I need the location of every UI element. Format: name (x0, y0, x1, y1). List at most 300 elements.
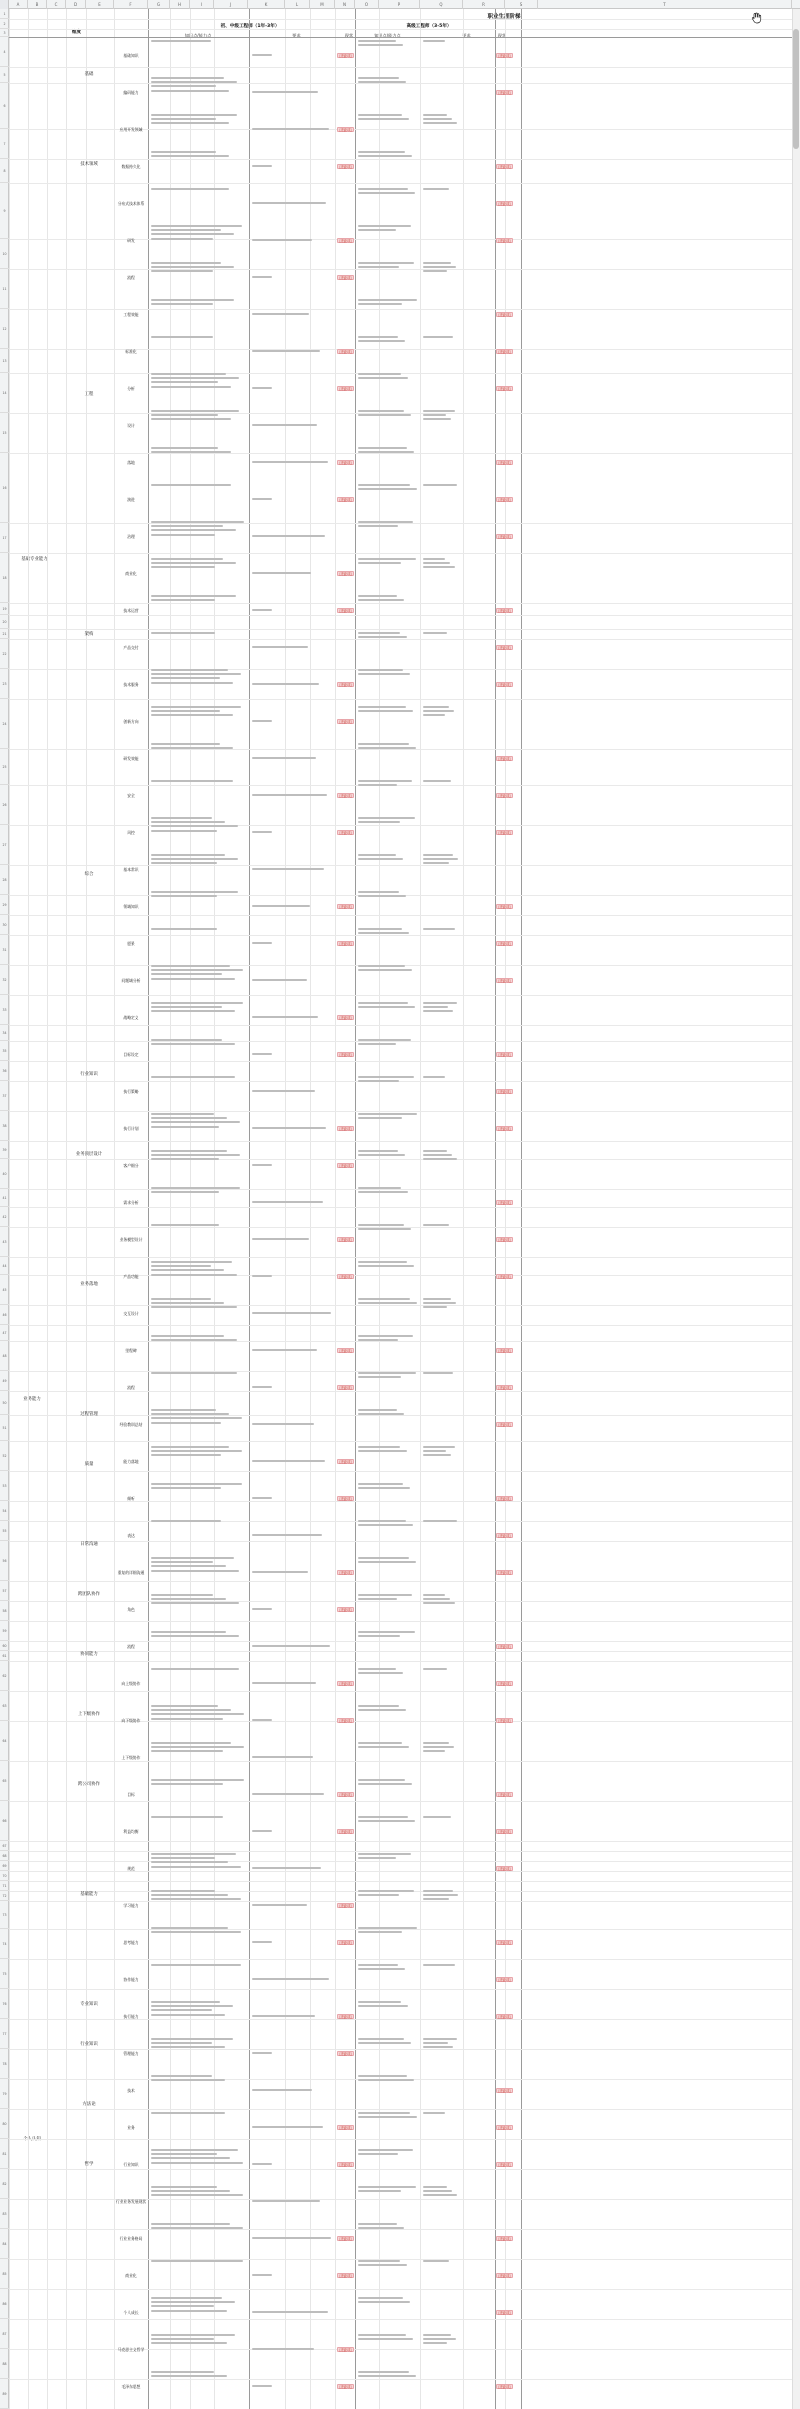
row-header[interactable]: 65 (0, 1761, 9, 1801)
row-header[interactable]: 76 (0, 1989, 9, 2019)
junior-knowledge-text (151, 1668, 245, 1701)
gap-tag[interactable]: [差距项] (337, 1126, 354, 1131)
gap-tag[interactable]: [差距项] (496, 2125, 513, 2130)
row-header[interactable]: 22 (0, 639, 9, 669)
row-header[interactable]: 28 (0, 865, 9, 895)
gap-tag[interactable]: [差距项] (337, 238, 354, 243)
gap-tag[interactable]: [差距项] (496, 2236, 513, 2241)
row-header[interactable]: 44 (0, 1257, 9, 1275)
senior-requirement-text (423, 1668, 461, 1701)
senior-knowledge-text (358, 1261, 418, 1294)
gap-tag[interactable]: [差距项] (496, 1644, 513, 1649)
row-header[interactable]: 13 (0, 349, 9, 373)
row-header[interactable]: 62 (0, 1661, 9, 1691)
junior-requirement-text (252, 2052, 332, 2060)
junior-knowledge-text (151, 965, 245, 998)
row-header[interactable]: 18 (0, 553, 9, 603)
gap-tag[interactable]: [差距项] (337, 1792, 354, 1797)
senior-knowledge-text (358, 1076, 418, 1109)
row-header[interactable]: 61 (0, 1651, 9, 1661)
gap-tag[interactable]: [差距项] (337, 1459, 354, 1464)
gap-tag[interactable]: [差距项] (496, 1274, 513, 1279)
gap-tag[interactable]: [差距项] (496, 2088, 513, 2093)
item-label: 技术服务 (123, 681, 139, 687)
gap-tag[interactable]: [差距项] (496, 53, 513, 58)
row-header[interactable]: 38 (0, 1111, 9, 1141)
gap-tag[interactable]: [差距项] (337, 608, 354, 613)
gap-tag[interactable]: [差距项] (337, 460, 354, 465)
row-header[interactable]: 6 (0, 83, 9, 129)
item-label: 基本常识 (123, 866, 139, 872)
item-label: 需求分析 (123, 1199, 139, 1205)
item-label: 战略定义 (123, 1014, 139, 1020)
gap-tag[interactable]: [差距项] (496, 1718, 513, 1723)
column-header[interactable]: I (190, 0, 214, 9)
row-header[interactable]: 54 (0, 1501, 9, 1521)
grid-row-line (9, 1111, 792, 1112)
senior-knowledge-text (358, 1520, 418, 1553)
gap-tag[interactable]: [差距项] (496, 201, 513, 206)
item-label: 协作能力 (123, 1976, 139, 1982)
junior-knowledge-text (151, 447, 245, 480)
gap-tag[interactable]: [差距项] (337, 1385, 354, 1390)
item-label: 研发 (127, 237, 135, 243)
row-header[interactable]: 66 (0, 1801, 9, 1841)
row-header[interactable]: 55 (0, 1521, 9, 1541)
junior-knowledge-text (151, 1076, 245, 1109)
spreadsheet-grid[interactable] (9, 9, 792, 2409)
item-label: 商业化 (125, 2272, 137, 2278)
senior-knowledge-text (358, 1002, 418, 1035)
row-header[interactable]: 23 (0, 669, 9, 699)
row-header[interactable]: 19 (0, 603, 9, 615)
row-header[interactable]: 57 (0, 1581, 9, 1601)
senior-knowledge-text (358, 1039, 418, 1072)
row-header[interactable]: 12 (0, 309, 9, 349)
row-header[interactable]: 14 (0, 373, 9, 413)
gap-tag[interactable]: [差距项] (496, 164, 513, 169)
gap-tag[interactable]: [差距项] (496, 1533, 513, 1538)
gap-tag[interactable]: [差距项] (496, 904, 513, 909)
gap-tag[interactable]: [差距项] (496, 90, 513, 95)
gap-tag[interactable]: [差距项] (337, 497, 354, 502)
gap-tag[interactable]: [差距项] (496, 1237, 513, 1242)
item-label: 商业化 (125, 570, 137, 576)
item-label: 标准化 (125, 348, 137, 354)
senior-knowledge-text (358, 1335, 418, 1368)
row-header[interactable]: 21 (0, 629, 9, 639)
column-header[interactable]: T (538, 0, 792, 9)
row-header[interactable]: 73 (0, 1901, 9, 1929)
row-header[interactable]: 71 (0, 1881, 9, 1891)
gap-tag[interactable]: [差距项] (496, 2310, 513, 2315)
row-header[interactable]: 59 (0, 1621, 9, 1641)
gap-tag[interactable]: [差距项] (337, 1718, 354, 1723)
row-header[interactable]: 11 (0, 269, 9, 309)
row-header[interactable]: 64 (0, 1721, 9, 1761)
row-header[interactable]: 49 (0, 1371, 9, 1391)
column-header[interactable]: O (355, 0, 379, 9)
item-label: 数据持久化 (121, 163, 141, 169)
gap-tag[interactable]: [差距项] (337, 904, 354, 909)
column-header[interactable]: R (463, 0, 505, 9)
row-header[interactable]: 70 (0, 1871, 9, 1881)
column-header[interactable]: A (9, 0, 28, 9)
row-header[interactable]: 87 (0, 2319, 9, 2349)
gap-tag[interactable]: [差距项] (496, 1940, 513, 1945)
row-header[interactable]: 42 (0, 1207, 9, 1227)
column-header[interactable]: H (170, 0, 190, 9)
row-header[interactable]: 47 (0, 1325, 9, 1341)
junior-requirement-text (252, 1867, 332, 1875)
row-header[interactable]: 10 (0, 239, 9, 269)
column-header[interactable]: K (248, 0, 285, 9)
gap-tag[interactable]: [差距项] (337, 1237, 354, 1242)
senior-knowledge-text (358, 151, 418, 184)
gap-tag[interactable]: [差距项] (496, 460, 513, 465)
row-header[interactable]: 7 (0, 129, 9, 159)
row-header[interactable]: 3 (0, 29, 9, 37)
item-label: 执行能力 (123, 2013, 139, 2019)
junior-knowledge-text (151, 40, 245, 73)
junior-requirement-text (252, 868, 332, 876)
column-header[interactable]: J (214, 0, 248, 9)
row-header[interactable]: 25 (0, 749, 9, 785)
gap-tag[interactable]: [差距项] (337, 2384, 354, 2389)
column-header[interactable]: E (86, 0, 114, 9)
gap-tag[interactable]: [差距项] (496, 1385, 513, 1390)
row-header[interactable]: 34 (0, 1025, 9, 1041)
junior-knowledge-text (151, 1298, 245, 1331)
junior-knowledge-text (151, 1705, 245, 1738)
junior-knowledge-text (151, 2186, 245, 2219)
gap-tag[interactable]: [差距项] (496, 2384, 513, 2389)
gap-tag[interactable]: [差距项] (337, 2125, 354, 2130)
row-header[interactable]: 39 (0, 1141, 9, 1159)
junior-requirement-text (252, 831, 332, 839)
row-header[interactable]: 4 (0, 37, 9, 67)
row-header[interactable]: 63 (0, 1691, 9, 1721)
row-header[interactable]: 33 (0, 995, 9, 1025)
row-header[interactable]: 83 (0, 2199, 9, 2229)
gap-tag[interactable]: [差距项] (337, 2236, 354, 2241)
column-header[interactable]: Q (420, 0, 463, 9)
row-header[interactable]: 68 (0, 1851, 9, 1861)
gap-tag[interactable]: [差距项] (337, 1829, 354, 1834)
select-all-corner[interactable] (0, 0, 9, 9)
row-header[interactable]: 75 (0, 1959, 9, 1989)
gap-tag[interactable]: [差距项] (337, 1570, 354, 1575)
senior-knowledge-text (358, 521, 418, 554)
item-label: 向下级协作 (121, 1717, 141, 1723)
junior-knowledge-header: 知识点/能力点 (184, 33, 212, 38)
item-label: 落地 (127, 459, 135, 465)
gap-tag[interactable]: [差距项] (337, 1274, 354, 1279)
column-header[interactable]: M (310, 0, 335, 9)
gap-tag[interactable]: [差距项] (496, 682, 513, 687)
row-header[interactable]: 88 (0, 2349, 9, 2379)
row-header[interactable]: 79 (0, 2079, 9, 2109)
gap-tag[interactable]: [差距项] (337, 941, 354, 946)
gap-tag[interactable]: [差距项] (496, 534, 513, 539)
row-header[interactable]: 41 (0, 1189, 9, 1207)
row-header[interactable]: 80 (0, 2109, 9, 2139)
senior-requirement-text (423, 2260, 461, 2293)
row-header[interactable]: 74 (0, 1929, 9, 1959)
group-label: 基础 (84, 72, 94, 77)
junior-knowledge-text (151, 410, 245, 443)
row-header[interactable]: 48 (0, 1341, 9, 1371)
row-header[interactable]: 35 (0, 1041, 9, 1061)
column-header[interactable]: B (28, 0, 47, 9)
senior-knowledge-text (358, 2149, 418, 2182)
item-label: 利益均衡 (123, 1828, 139, 1834)
gap-tag[interactable]: [差距项] (337, 1163, 354, 1168)
item-label: 问题域分析 (121, 977, 141, 983)
row-header[interactable]: 85 (0, 2259, 9, 2289)
row-header[interactable]: 29 (0, 895, 9, 915)
junior-requirement-text (252, 609, 332, 617)
row-header[interactable]: 82 (0, 2169, 9, 2199)
item-label: 演进 (127, 496, 135, 502)
gap-tag[interactable]: [差距项] (496, 238, 513, 243)
row-header[interactable]: 43 (0, 1227, 9, 1257)
gap-tag[interactable]: [差距项] (337, 1607, 354, 1612)
gap-tag[interactable]: [差距项] (496, 386, 513, 391)
item-label: 学习能力 (123, 1902, 139, 1908)
gap-tag[interactable]: [差距项] (496, 645, 513, 650)
column-header[interactable]: N (335, 0, 355, 9)
gap-tag[interactable]: [差距项] (496, 830, 513, 835)
junior-knowledge-text (151, 1557, 245, 1590)
gap-tag[interactable]: [差距项] (337, 53, 354, 58)
row-header[interactable]: 16 (0, 453, 9, 523)
senior-requirement-text (423, 2186, 461, 2219)
junior-knowledge-text (151, 1890, 245, 1923)
item-label: 个人成长 (123, 2309, 139, 2315)
item-label: 分析 (127, 385, 135, 391)
row-header[interactable]: 69 (0, 1861, 9, 1871)
gap-tag[interactable]: [差距项] (337, 2014, 354, 2019)
gap-tag[interactable]: [差距项] (337, 127, 354, 132)
row-header[interactable]: 52 (0, 1441, 9, 1471)
row-header[interactable]: 37 (0, 1081, 9, 1111)
junior-knowledge-text (151, 1039, 245, 1072)
row-header[interactable]: 32 (0, 965, 9, 995)
category-basic-pro: 基础专业能力 (21, 557, 48, 562)
senior-requirement-text (423, 336, 461, 369)
row-header[interactable]: 2 (0, 19, 9, 29)
row-header[interactable]: 46 (0, 1305, 9, 1325)
junior-knowledge-text (151, 1372, 245, 1405)
row-header[interactable]: 1 (0, 9, 9, 19)
row-header[interactable]: 77 (0, 2019, 9, 2049)
junior-requirement-text (252, 942, 332, 950)
junior-knowledge-text (151, 225, 245, 258)
senior-knowledge-text (358, 1927, 418, 1960)
dimension-header: 维度 (71, 30, 82, 35)
gap-tag[interactable]: [差距项] (337, 164, 354, 169)
row-header[interactable]: 30 (0, 915, 9, 935)
gap-tag[interactable]: [差距项] (337, 2051, 354, 2056)
gap-tag[interactable]: [差距项] (496, 349, 513, 354)
senior-requirement-text (423, 484, 461, 517)
gap-tag[interactable]: [差距项] (496, 2014, 513, 2019)
scrollbar-thumb[interactable] (793, 29, 799, 149)
gap-tag[interactable]: [差距项] (496, 1200, 513, 1205)
row-header[interactable]: 17 (0, 523, 9, 553)
junior-knowledge-text (151, 2371, 245, 2404)
row-header[interactable]: 86 (0, 2289, 9, 2319)
gap-tag[interactable]: [差距项] (337, 830, 354, 835)
row-header[interactable]: 45 (0, 1275, 9, 1305)
gap-tag[interactable]: [差距项] (337, 275, 354, 280)
junior-knowledge-text (151, 1150, 245, 1183)
gap-tag[interactable]: [差距项] (337, 793, 354, 798)
grid-row-line (9, 629, 792, 630)
gap-tag[interactable]: [差距项] (496, 756, 513, 761)
gap-tag[interactable]: [差距项] (496, 1496, 513, 1501)
gap-tag[interactable]: [差距项] (496, 1681, 513, 1686)
row-header[interactable]: 51 (0, 1415, 9, 1441)
junior-requirement-text (252, 905, 332, 913)
gap-tag[interactable]: [差距项] (337, 1903, 354, 1908)
item-label: 治理 (127, 533, 135, 539)
gap-tag[interactable]: [差距项] (337, 1681, 354, 1686)
column-header[interactable]: S (505, 0, 538, 9)
row-header[interactable]: 56 (0, 1541, 9, 1581)
gap-tag[interactable]: [差距项] (496, 1829, 513, 1834)
row-header[interactable]: 26 (0, 785, 9, 825)
gap-tag[interactable]: [差距项] (337, 1940, 354, 1945)
gap-tag[interactable]: [差距项] (337, 386, 354, 391)
row-header[interactable]: 8 (0, 159, 9, 183)
row-header[interactable]: 89 (0, 2379, 9, 2409)
row-header[interactable]: 5 (0, 67, 9, 83)
group-label: 工程 (84, 392, 94, 397)
gap-tag[interactable]: [差距项] (496, 1348, 513, 1353)
gap-tag[interactable]: [差距项] (496, 1126, 513, 1131)
row-header[interactable]: 72 (0, 1891, 9, 1901)
column-header[interactable]: P (379, 0, 420, 9)
junior-requirement-text (252, 1164, 332, 1172)
row-header[interactable]: 58 (0, 1601, 9, 1621)
gap-tag[interactable]: [差距项] (496, 1792, 513, 1797)
gap-tag[interactable]: [差距项] (337, 719, 354, 724)
gap-tag[interactable]: [差距项] (337, 349, 354, 354)
senior-knowledge-text (358, 928, 418, 961)
item-label: 能力落地 (123, 1458, 139, 1464)
junior-knowledge-text (151, 521, 245, 554)
senior-knowledge-text (358, 2001, 418, 2034)
row-header[interactable]: 81 (0, 2139, 9, 2169)
item-label: 业务模型设计 (119, 1236, 143, 1242)
row-header[interactable]: 36 (0, 1061, 9, 1081)
gap-tag[interactable]: [差距项] (337, 1015, 354, 1020)
gap-tag[interactable]: [差距项] (496, 1570, 513, 1575)
junior-requirement-text (252, 424, 332, 432)
grid-row-line (9, 19, 792, 20)
column-header[interactable]: C (47, 0, 66, 9)
group-label: 架构 (84, 632, 94, 637)
junior-knowledge-text (151, 77, 245, 110)
gap-tag[interactable]: [差距项] (496, 1866, 513, 1871)
row-header[interactable]: 15 (0, 413, 9, 453)
gap-tag[interactable]: [差距项] (337, 1052, 354, 1057)
item-label: 应用开发领域 (119, 126, 143, 132)
gap-tag[interactable]: [差距项] (496, 312, 513, 317)
gap-tag[interactable]: [差距项] (337, 571, 354, 576)
senior-knowledge-text (358, 225, 418, 258)
gap-tag[interactable]: [差距项] (496, 2162, 513, 2167)
gap-tag[interactable]: [差距项] (496, 1089, 513, 1094)
row-header[interactable]: 53 (0, 1471, 9, 1501)
sheet-title: 职业生涯阶梯 (487, 14, 521, 20)
gap-tag[interactable]: [差距项] (337, 2273, 354, 2278)
senior-requirement-text (423, 558, 461, 591)
gap-tag[interactable]: [差距项] (337, 1496, 354, 1501)
column-header[interactable]: L (285, 0, 310, 9)
junior-requirement-text (252, 720, 332, 728)
row-header[interactable]: 31 (0, 935, 9, 965)
senior-knowledge-text (358, 1409, 418, 1442)
column-header[interactable]: G (148, 0, 170, 9)
senior-knowledge-text (358, 1853, 418, 1886)
junior-requirement-text (252, 2311, 332, 2319)
senior-knowledge-text (358, 262, 418, 295)
gap-tag[interactable]: [差距项] (496, 941, 513, 946)
gap-tag[interactable]: [差距项] (496, 497, 513, 502)
column-header[interactable]: D (66, 0, 86, 9)
column-header[interactable]: F (114, 0, 148, 9)
senior-requirement-text (423, 1446, 461, 1479)
junior-requirement-text (252, 1978, 332, 1986)
gap-tag[interactable]: [差距项] (496, 1052, 513, 1057)
gap-tag[interactable]: [差距项] (496, 1422, 513, 1427)
item-label: 上下级协作 (121, 1754, 141, 1760)
gap-tag[interactable]: [差距项] (496, 793, 513, 798)
row-header[interactable]: 84 (0, 2229, 9, 2259)
row-header[interactable]: 9 (0, 183, 9, 239)
junior-status-header: 现状 (344, 33, 354, 38)
row-header[interactable]: 78 (0, 2049, 9, 2079)
senior-knowledge-text (358, 706, 418, 739)
junior-knowledge-text (151, 854, 245, 887)
row-header[interactable]: 24 (0, 699, 9, 749)
senior-knowledge-text (358, 1816, 418, 1849)
junior-requirement-text (252, 91, 332, 99)
row-header[interactable]: 40 (0, 1159, 9, 1189)
gap-tag[interactable]: [差距项] (496, 978, 513, 983)
junior-requirement-text (252, 1645, 332, 1653)
row-header[interactable]: 27 (0, 825, 9, 865)
row-header[interactable]: 67 (0, 1841, 9, 1851)
row-header[interactable]: 20 (0, 615, 9, 629)
vertical-scrollbar[interactable] (792, 9, 800, 2409)
gap-tag[interactable]: [差距项] (337, 1348, 354, 1353)
item-label: 流程 (127, 1384, 135, 1390)
gap-tag[interactable]: [差距项] (496, 2273, 513, 2278)
senior-requirement-text (423, 114, 461, 147)
gap-tag[interactable]: [差距项] (337, 682, 354, 687)
gap-tag[interactable]: [差距项] (496, 1977, 513, 1982)
row-header[interactable]: 60 (0, 1641, 9, 1651)
gap-tag[interactable]: [差距项] (337, 2347, 354, 2352)
gap-tag[interactable]: [差距项] (496, 608, 513, 613)
gap-tag[interactable]: [差距项] (337, 2162, 354, 2167)
junior-requirement-text (252, 1682, 332, 1690)
row-header[interactable]: 50 (0, 1391, 9, 1415)
